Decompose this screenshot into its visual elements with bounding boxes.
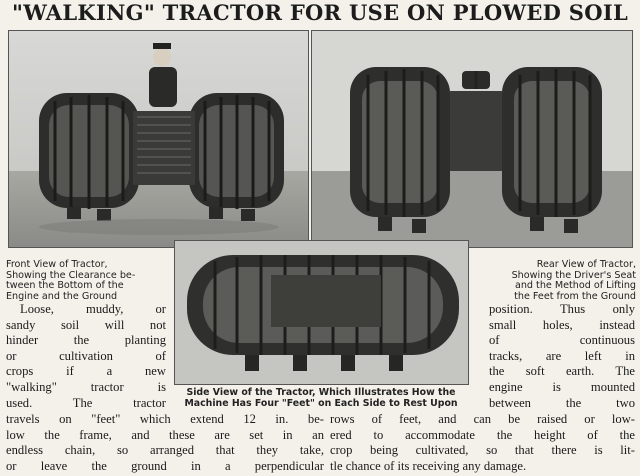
body-line: crop being cultivated, so that there is lit- (330, 443, 635, 458)
body-line: small holes, instead (489, 317, 635, 332)
body-line: crops if a new (6, 364, 166, 379)
body-bottom-left (6, 412, 324, 474)
body-line: engine is mounted (489, 379, 635, 394)
caption-line: Showing the Clearance be- (6, 269, 136, 281)
body-line: the soft earth. The (489, 364, 635, 379)
body-right-column (489, 302, 635, 411)
caption-line: Machine Has Four "Feet" on Each Side to Rest Upon (184, 397, 458, 409)
body-line: Loose, muddy, or (20, 302, 166, 316)
body-line: of continuous (489, 333, 635, 348)
caption-line: tween the Bottom of the (6, 280, 124, 291)
body-line: or cultivation of (6, 348, 166, 363)
body-line: or leave the ground in a perpendicular (6, 458, 324, 473)
body-line: tracks, are left in (489, 348, 635, 363)
body-line: sandy soil will not (6, 317, 166, 332)
caption-line: the Feet from the Ground (514, 290, 636, 302)
caption-line: Front View of Tractor, (6, 259, 108, 270)
caption-line: Rear View of Tractor, (536, 259, 636, 270)
body-line: endless chain, so arranged that they take, (6, 443, 324, 458)
side-view-caption (172, 388, 470, 409)
front-view-caption (6, 260, 171, 302)
body-line: travels on "feet" which extend 12 in. be- (6, 412, 324, 426)
body-line: ered to accommodate the height of the (330, 427, 635, 442)
rear-view-photo (311, 30, 633, 248)
body-line: low the frame, and these are set in an (6, 427, 324, 442)
side-view-photo (174, 240, 469, 385)
body-left-column (6, 302, 166, 411)
body-line: "walking" tractor is (6, 379, 166, 394)
caption-line: Side View of the Tractor, Which Illustrates How the (186, 387, 456, 398)
body-line: used. The tractor (6, 395, 166, 410)
caption-line: Showing the Driver's Seat (511, 269, 636, 281)
body-line: hinder the planting (6, 333, 166, 348)
rear-view-caption (476, 260, 636, 302)
front-view-photo (8, 30, 309, 248)
caption-line: Engine and the Ground (6, 290, 118, 302)
article-headline: "WALKING" TRACTOR FOR USE ON PLOWED SOIL (11, 0, 629, 25)
body-line: position. Thus only (489, 302, 635, 316)
caption-line: and the Method of Lifting (514, 280, 636, 291)
body-line: between the two (489, 395, 635, 410)
body-line: tle chance of its receiving any damage. (330, 458, 527, 473)
body-line: rows of feet, and can be raised or low- (330, 412, 635, 426)
body-bottom-right (330, 412, 635, 474)
